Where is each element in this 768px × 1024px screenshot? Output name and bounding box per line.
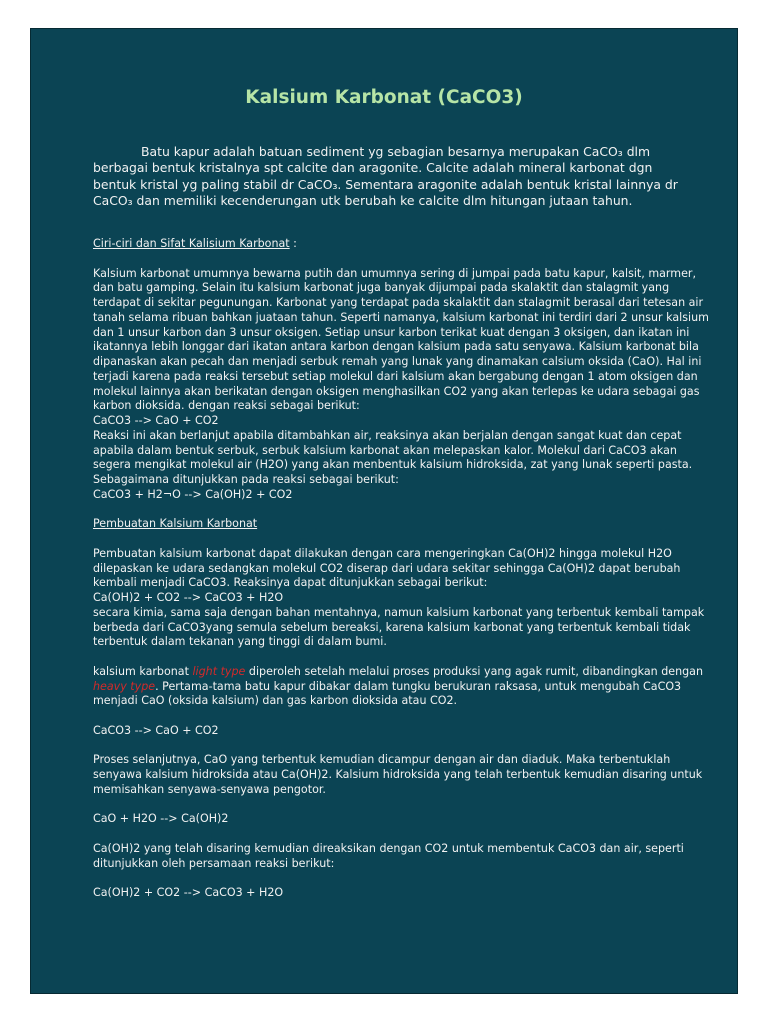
ciri-heading-text: Ciri-ciri dan Sifat Kalisium Karbonat (93, 237, 290, 250)
ciri-equation-1: CaCO3 --> CaO + CO2 (93, 414, 219, 427)
pembuatan-paragraph-4: Proses selanjutnya, CaO yang terbentuk kemudian dicampur dengan air dan diaduk. Maka terbentuklah senyawa kalsium hidroksida atau Ca(OH)2. Kalsium hidroksida yang telah terbentuk kemudian disaring untuk memisahkan senyawa-senyawa pengotor. (93, 753, 703, 796)
intro-paragraph: Batu kapur adalah batuan sediment yg sebagian besarnya merupakan CaCO₃ dlm berbagai bentuk kristalnya spt calcite dan aragonite. Calcite adalah mineral karbonat dgn bentuk kristal yg paling stabil dr CaCO₃. Sementara aragonite adalah bentuk kristal lainnya dr CaCO₃ dan memiliki kecenderungan utk berubah ke calcite dlm hitungan jutaan tahun. (93, 144, 678, 209)
para3-part-c: . Pertama-tama batu kapur dibakar dalam tungku berukuran raksasa, untuk mengubah CaCO3 menjadi CaO (oksida kalsium) dan gas karbon dioksida atau CO2. (93, 679, 682, 708)
section-heading-ciri (93, 237, 711, 252)
ciri-paragraph-2: Reaksi ini akan berlanjut apabila ditambahkan air, reaksinya akan berjalan dengan sangat kuat dan cepat apabila dalam bentuk serbuk, serbuk kalsium karbonat akan melepaskan kalor. Molekul dari CaCO3 akan segera mengikat molekul air (H2O) yang akan menbentuk kalsium hidroksida, zat yang lunak seperti pasta. Sebagaimana ditunjukkan pada reaksi sebagai berikut: (93, 428, 693, 486)
para3-part-b: diperoleh setelah melalui proses produksi yang agak rumit, dibandingkan dengan (245, 664, 703, 678)
pembuatan-equation-1: Ca(OH)2 + CO2 --> CaCO3 + H2O (93, 591, 284, 604)
pembuatan-paragraph-2: secara kimia, sama saja dengan bahan mentahnya, namun kalsium karbonat yang terbentuk kembali tampak berbeda dari CaCO3yang semula sebelum bereaksi, karena kalsium karbonat yang terbentuk kembali tidak terbentuk dalam tekanan yang tinggi di dalam bumi. (93, 605, 705, 649)
pembuatan-paragraph-3 (93, 665, 711, 709)
document-title: Kalsium Karbonat (CaCO3) (245, 87, 523, 108)
pembuatan-equation-2: CaCO3 --> CaO + CO2 (93, 723, 219, 737)
pembuatan-heading-text: Pembuatan Kalsium Karbonat (93, 517, 258, 531)
pembuatan-equation-3: CaO + H2O --> Ca(OH)2 (93, 812, 229, 826)
document-page (30, 28, 738, 994)
para3-part-a: kalsium karbonat (93, 664, 193, 678)
pembuatan-paragraph-1: Pembuatan kalsium karbonat dapat dilakukan dengan cara mengeringkan Ca(OH)2 hingga molekul H2O dilepaskan ke udara sedangkan molekul CO2 diserap dari udara sekitar sehingga Ca(OH)2 dapat berubah kembali menjadi CaCO3. Reaksinya dapat ditunjukkan sebagai berikut: (93, 546, 681, 590)
ciri-paragraph-1: Kalsium karbonat umumnya bewarna putih dan umumnya sering di jumpai pada batu kapur, kalsit, marmer, dan batu gamping. Selain itu kalsium karbonat juga banyak dijumpai pada skalaktit dan stalagmit yang terdapat di sekitar pegunungan. Karbonat yang terdapat pada skalaktit dan stalagmit berasal dari tetesan air tanah selama ribuan bahkan juataan tahun. Seperti namanya, kalsium karbonat ini terdiri dari 2 unsur kalsium dan 1 unsur karbon dan 3 unsur oksigen. Setiap unsur karbon terikat kuat dengan 3 oksigen, dan ikatan ini ikatannya lebih longgar dari ikatan antara karbon dengan kalsium pada satu senyawa. Kalsium karbonat bila dipanaskan akan pecah dan menjadi serbuk remah yang lunak yang dinamakan calsium oksida (CaO). Hal ini terjadi karena pada reaksi tersebut setiap molekul dari kalsium akan bergabung dengan 1 atom oksigen dan molekul lainnya akan berikatan dengan oksigen menghasilkan CO2 yang akan terlepas ke udara sebagai gas karbon dioksida. dengan reaksi sebagai berikut: (93, 266, 709, 413)
pembuatan-paragraph-5: Ca(OH)2 yang telah disaring kemudian direaksikan dengan CO2 untuk membentuk CaCO3 dan air, seperti ditunjukkan oleh persamaan reaksi berikut: (93, 841, 684, 870)
pembuatan-equation-4: Ca(OH)2 + CO2 --> CaCO3 + H2O (93, 886, 284, 899)
ciri-heading-suffix: : (289, 237, 297, 250)
document-body (93, 237, 711, 901)
section-heading-pembuatan (93, 517, 711, 532)
heavy-type-text: heavy type (93, 679, 156, 693)
ciri-equation-2: CaCO3 + H2¬O --> Ca(OH)2 + CO2 (93, 487, 293, 501)
light-type-text: light type (192, 664, 246, 678)
